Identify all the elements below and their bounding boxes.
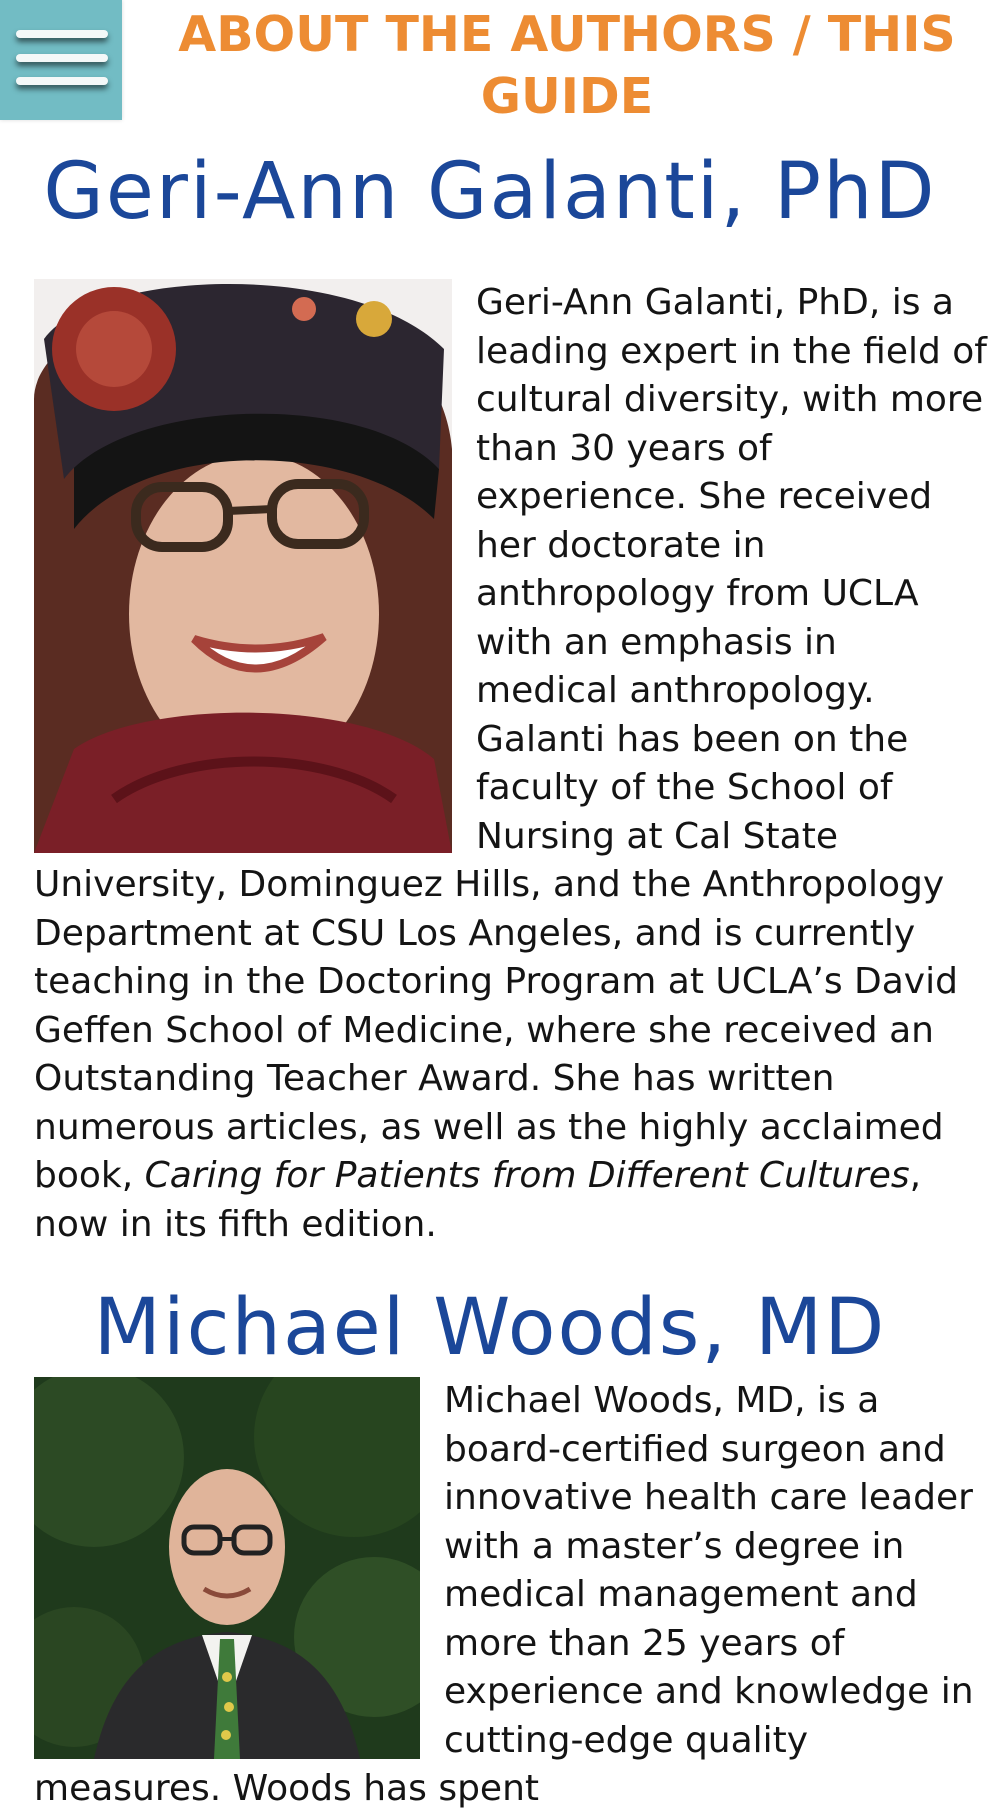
hamburger-menu-icon-bar	[16, 54, 108, 62]
page-title: ABOUT THE AUTHORS / THIS GUIDE	[178, 6, 956, 125]
author-bio-galanti-text: Geri-Ann Galanti, PhD, is a leading expert in the field of cultural diversity, with more than 30 years of experience. She received her doctorate in anthropology from UCLA with an emphasis in medical anthropology. Galanti has been on the faculty of the School of Nursing at Cal State University, Dominguez Hills, and the Anthropology Department at CSU Los Angeles, and is currently teaching in the Doctoring Program at UCLA’s David Geffen School of Medicine, where she received an Outstanding Teacher Award. She has written numerous articles, as well as the highly acclaimed book,	[34, 282, 987, 1196]
author-bio-woods-text: Michael Woods, MD, is a board-certified surgeon and innovative health care leader with a master’s degree in medical management and more than 25 years of experience and knowledge in cutting-edge quality measures. Woods has spent	[34, 1380, 974, 1809]
author-photo-woods	[34, 1377, 420, 1759]
author-name-woods: Michael Woods, MD	[93, 1283, 887, 1373]
menu-button[interactable]	[0, 0, 122, 120]
author-name-galanti: Geri-Ann Galanti, PhD	[43, 147, 937, 237]
hamburger-menu-icon	[16, 30, 108, 38]
author-bio-galanti	[34, 279, 989, 1249]
book-title: Caring for Patients from Different Cultures	[144, 1155, 910, 1196]
author-bio-galanti-ending: , now in its fifth edition.	[34, 1155, 922, 1245]
hamburger-menu-icon-bar	[16, 77, 108, 85]
author-bio-woods	[34, 1377, 989, 1814]
author-photo-galanti	[34, 279, 452, 853]
